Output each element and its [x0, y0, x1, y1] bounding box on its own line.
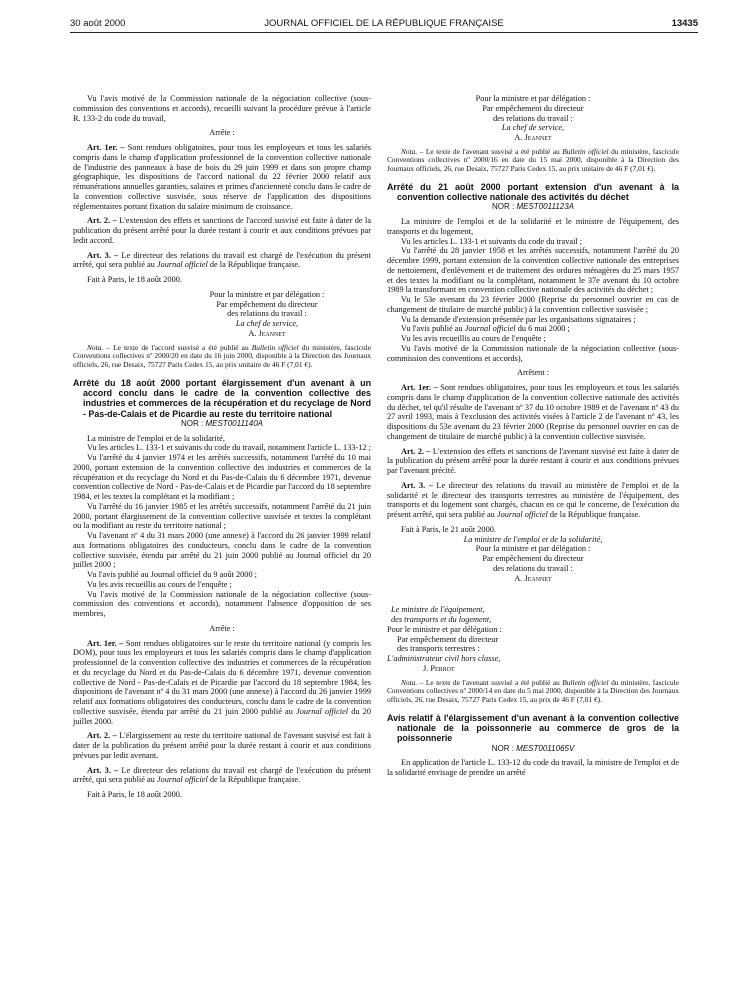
arrete-heading: Arrête :	[209, 623, 235, 633]
paragraph: Vu l'arrêté du 16 janvier 1985 et les arrêtés successifs, notamment l'arrêté du 21 juin 2000, portant élargissement de la convention collective susvisée et textes la complétant ou la modifiant au reste du territoire national ;	[73, 501, 371, 531]
article-paragraph: Art. 3. – Le directeur des relations du travail au ministère de l'emploi et de la solidarité et le directeur des transports terrestres au ministère de l'équipement, des transports et du logement sont chargés, chacun en ce qui le concerne, de l'exécution du présent arrêté, qui sera publié au Journal officiel de la République française.	[387, 480, 679, 520]
article-paragraph: Art. 1er. – Sont rendues obligatoires sur le reste du territoire national (y compris les DOM), pour tous les employeurs et tous les salariés compris dans le champ d'application professionnel de la convention collective des industries et commerces de la récupération et du recyclage du Nord et du Pas-de-Calais du 6 décembre 1971, devenue convention collective de Nord - Pas-de-Calais et de Picardie par l'accord du 18 septembre 1984, les dispositions de l'avenant nº 4 du 31 mars 2000 (une annexe) à l'accord du 26 janvier 1999 relatif aux formations obligatoires des conducteurs, conclu dans le cadre de la convention collective susvisée, étendu par arrêté du 21 juin 2000 publié au Journal officiel du 20 juillet 2000.	[73, 638, 371, 726]
paragraph: Vu le 53e avenant du 23 février 2000 (Reprise du personnel ouvrier en cas de changement de titulaire de marché public) à la convention collective susvisée ;	[387, 295, 679, 314]
signature-line: Pour la ministre et par délégation :	[475, 544, 591, 554]
signature-line: Par empêchement du directeur	[482, 554, 584, 564]
signature-line: Pour le ministre et par délégation :	[387, 624, 502, 634]
signature-line: Le ministre de l'équipement,	[391, 605, 485, 615]
article-paragraph: Art. 2. – L'élargissement au reste du territoire national de l'avenant susvisé est fait à dater de la publication du présent arrêté pour la durée restant à courir et aux conditions prévues par ledit avenant.	[73, 731, 371, 760]
signature-line: La chef de service,	[235, 319, 299, 328]
header-date: 30 août 2000	[70, 18, 126, 29]
paragraph: Vu les articles L. 133-1 et suivants du code du travail ;	[401, 236, 583, 246]
signature-line: des transports et du logement,	[391, 615, 492, 625]
decree-title: Arrêté du 18 août 2000 portant élargissement d'un avenant à un accord conclu dans le cadre de la convention collective des industries et commerces de la récupération et du recyclage de Nord - Pas-de-Calais et de Picardie au reste du territoire national	[73, 377, 371, 419]
nor-reference: NOR : MEST0011123A	[492, 202, 574, 212]
paragraph: Vu les articles L. 133-1 et suivants du code du travail, notamment l'article L. 133-12 ;	[87, 443, 371, 453]
signature-line: La ministre de l'emploi et de la solidarité,	[463, 534, 603, 544]
article-paragraph: Art. 2. – L'extension des effets et sanctions de l'accord susvisé est faite à dater de la publication du présent arrêté pour la durée restant à courir et aux conditions prévues par ledit accord.	[73, 216, 372, 245]
fait-a-paris: Fait à Paris, le 18 août 2000.	[87, 790, 182, 800]
note: Nota. – Le texte de l'accord susvisé a été publié au Bulletin officiel du ministère, fascicule Conventions collectives nº 2000/20 en date du 16 juin 2000, disponible à la Direction des Journaux officiels, 26, rue Desaix, 75727 Paris Cedex 15, au prix unitaire de 46 F (7,01 €).	[73, 342, 371, 369]
paragraph: Vu l'avis motivé de la Commission nationale de la négociation collective (sous-commission des conventions et accords),	[387, 343, 679, 363]
nor-reference: NOR : MEST0011065V	[491, 743, 575, 753]
paragraph: Vu l'avis motivé de la Commission nationale de la négociation collective (sous-commission des conventions et accords), recueilli suivant la procédure prévue à l'article R. 133-2 du code du travail,	[73, 94, 371, 123]
paragraph: La ministre de l'emploi et de la solidarité et le ministre de l'équipement, des transports et du logement,	[387, 217, 679, 236]
note: Nota. – Le texte de l'avenant susvisé a été publié au Bulletin officiel du ministère, fascicule Conventions collectives nº 2000/14 en date du 5 mai 2000, disponible à la Direction des Journaux officiels, 26, rue Desaix, 75727 Paris Cedex 15, au prix de 46 F (7,01 €).	[387, 677, 679, 705]
paragraph: En application de l'article L. 133-12 du code du travail, la ministre de l'emploi et de la solidarité envisage de prendre un arrêté	[387, 758, 679, 778]
fait-a-paris: Fait à Paris, le 18 août 2000.	[87, 275, 182, 284]
decree-title: Avis relatif à l'élargissement d'un avenant à la convention collective nationale de la poissonnerie au commerce de gros de la poissonnerie	[387, 712, 679, 744]
nor-reference: NOR : MESТ0011140A	[181, 418, 263, 428]
arrete-heading: Arrête :	[209, 128, 235, 138]
article-paragraph: Art. 1er. – Sont rendues obligatoires, pour tous les employeurs et tous les salariés compris dans le champ d'application de la convention collective nationale des activités du déchet, tel qu'il résulte de l'avenant nº 37 du 10 octobre 1989 et de l'avenant nº 43 du 27 avril 1993, mais à l'exclusion des activités visées à l'article 2 de l'avenant nº 43, les dispositions du 53e avenant du 23 février 2000 (Reprise du personnel ouvrier en cas de changement de titulaire de marché public) à la convention collective susvisée.	[387, 383, 679, 441]
signature-line: des relations du travail :	[493, 563, 573, 573]
article-paragraph: Art. 1er. – Sont rendues obligatoires, pour tous les employeurs et tous les salariés compris dans le champ d'application professionnel de la convention collective nationale de l'industrie des panneaux à base de bois du 29 juin 1999 et dans son propre champ géographique, les dispositions de l'accord national du 22 février 2000 relatif aux rémunérations annuelles garanties, salaires et primes d'ancienneté conclu dans le cadre de la convention collective susvisée, sous réserve de l'application des dispositions réglementaires portant fixation du salaire minimum de croissance.	[73, 143, 371, 211]
decree-title: Arrêté du 21 août 2000 portant extension d'un avenant à la convention collective nationale des activités du déchet	[387, 181, 679, 203]
signatory-name: A. Jeannet	[514, 133, 552, 142]
signature-line: Par empêchement du directeur	[216, 299, 318, 309]
paragraph: Vu l'avis publié au Journal officiel du 9 août 2000 ;	[87, 570, 257, 580]
paragraph: Vu l'avis motivé de la Commission nationale de la négociation collective (sous-commission des conventions et accords), notamment l'absence d'opposition de ses membres,	[73, 589, 371, 619]
fait-a-paris: Fait à Paris, le 21 août 2000.	[401, 524, 496, 534]
header-title: JOURNAL OFFICIEL DE LA RÉPUBLIQUE FRANÇAISE	[264, 18, 504, 29]
note: Nota. – Le texte de l'avenant susvisé a été publié au Bulletin officiel du ministère, fascicule Conventions collectives nº 2000/16 en date du 15 mai 2000, disponible à la Direction des Journaux officiels, 26, rue Desaix, 75727 Paris Cedex 15, au prix unitaire de 46 F (7,01 €).	[387, 146, 679, 174]
page-header	[70, 18, 698, 33]
signature-line: L'administrateur civil hors classe,	[387, 654, 501, 664]
signatory-name: A. Jeannet	[514, 573, 552, 583]
paragraph: Vu l'avis publié au Journal officiel du 6 mai 2000 ;	[401, 324, 570, 334]
article-paragraph: Art. 3. – Le directeur des relations du travail est chargé de l'exécution du présent arrêté, qui sera publié au Journal officiel de la République française.	[73, 250, 372, 270]
article-paragraph: Art. 3. – Le directeur des relations du travail est chargé de l'exécution du présent arrêté, qui sera publié au Journal officiel de la République française.	[73, 765, 372, 785]
signatory-name: A. Jeannet	[248, 328, 286, 338]
signature-line: Par empêchement du directeur	[482, 103, 584, 113]
paragraph: Vu les avis recueillis au cours de l'enquête ;	[87, 579, 232, 589]
paragraph: Vu la demande d'extension présentée par les organisations signataires ;	[401, 314, 636, 324]
left-column	[73, 94, 371, 800]
paragraph: Vu l'avenant nº 4 du 31 mars 2000 (une annexe) à l'accord du 26 janvier 1999 relatif aux formations obligatoires des conducteurs, conclu dans le cadre de la convention collective susvisée, étendu par arrêté du 21 juin 2000 publié au Journal officiel du 20 juillet 2000 ;	[73, 531, 371, 570]
paragraph: Vu l'arrêté du 4 janvier 1974 et les arrêtés successifs, notamment l'arrêté du 10 mai 2000, portant extension de la convention collective des industries et commerces de la récupération et du recyclage du Nord et du Pas-de-Calais du 6 décembre 1971, devenue convention collective de Nord - Pas-de-Calais et de Picardie par l'accord du 18 septembre 1984, et les textes la complétant et la modifiant ;	[73, 453, 371, 502]
signature-line: des transports terrestres :	[397, 644, 480, 654]
signature-line: des relations du travail :	[493, 113, 573, 123]
arrete-heading: Arrêtent :	[516, 368, 550, 378]
signature-line: Pour la ministre et par délégation :	[475, 94, 591, 103]
signature-line: des relations du travail :	[227, 309, 307, 319]
header-page-number: 13435	[671, 18, 698, 29]
article-paragraph: Art. 2. – L'extension des effets et sanctions de l'avenant susvisé est faite à dater de la publication du présent arrêté pour la durée restant à courir et aux conditions prévues par l'avenant précité.	[387, 446, 679, 476]
paragraph: La ministre de l'emploi et de la solidarité,	[87, 433, 225, 443]
right-column	[387, 94, 679, 778]
paragraph: Vu les avis recueillis au cours de l'enquête ;	[401, 334, 546, 344]
signature-line: La chef de service,	[501, 123, 565, 133]
signature-line: Par empêchement du directeur	[397, 634, 499, 644]
signatory-name: J. Perrot	[423, 663, 455, 673]
signature-line: Pour la ministre et par délégation :	[209, 289, 325, 299]
paragraph: Vu l'arrêté du 28 janvier 1958 et les arrêtés successifs, notamment l'arrêté du 20 décembre 1999, portant extension de la convention collective nationale des entreprises de nettoiement, d'enlèvement et de traitement des ordures ménagères du 25 mars 1957 et des textes la modifiant ou la complétant, notamment le 37e avenant du 10 octobre 1989 la transformant en convention collective nationale des activités du déchet ;	[387, 246, 679, 295]
